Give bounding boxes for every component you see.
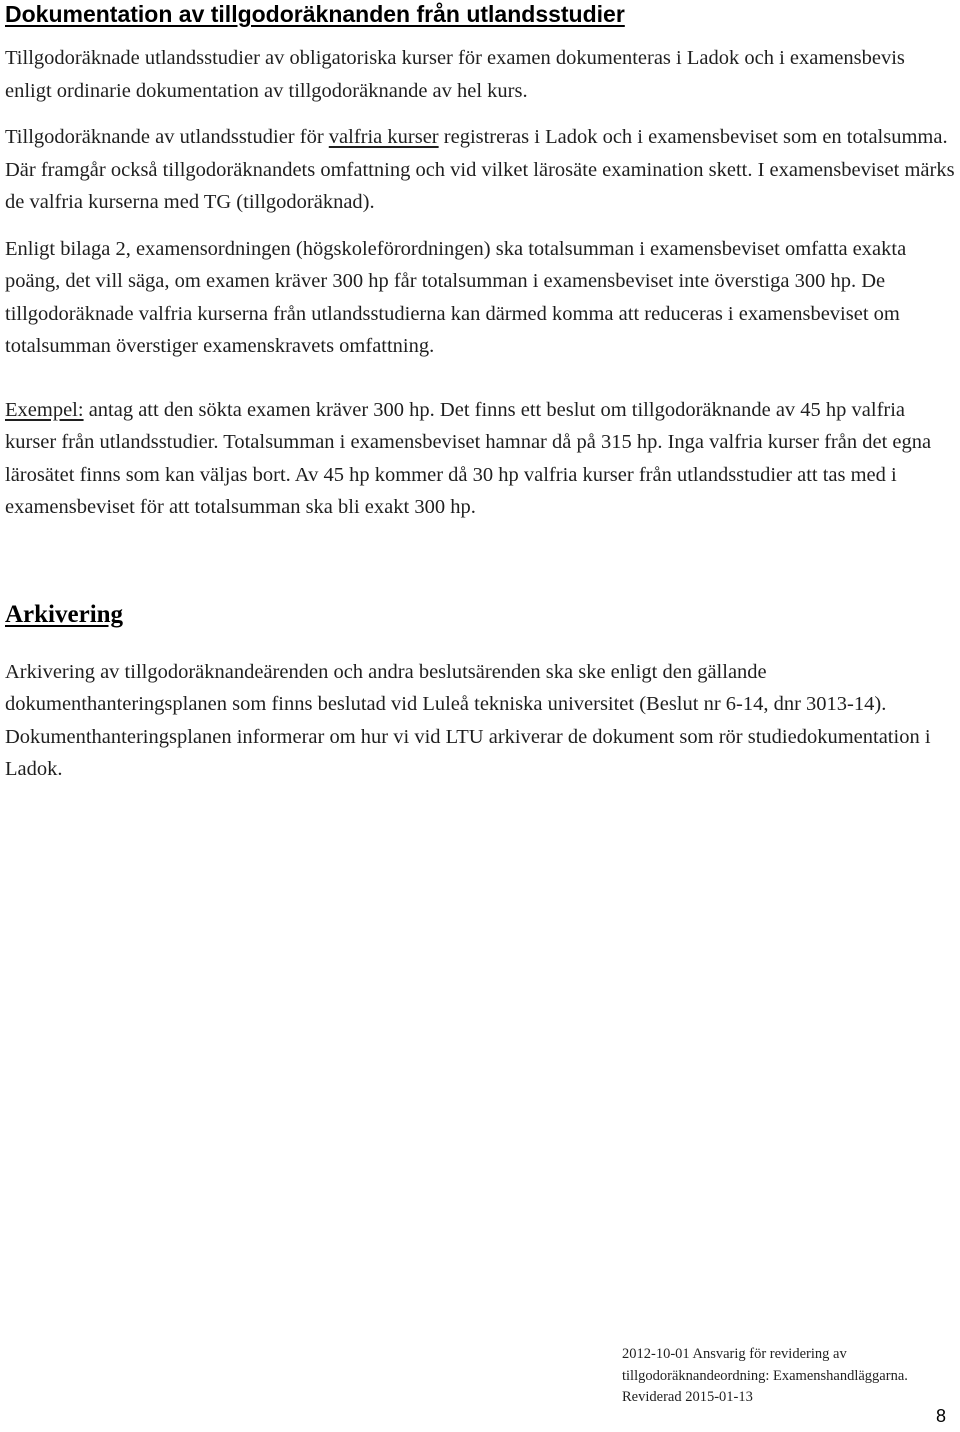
paragraph-text: registreras i Ladok och i examensbeviset som en totalsumma. Där framgår också tillgodoräknandets omfattning och vid vilket lärosäte examination skett. I examensbeviset märks de valfria kurserna med TG (tillgodoräknad).	[5, 126, 955, 213]
paragraph-text: antag att den sökta examen kräver 300 hp. Det finns ett beslut om tillgodoräknande av 45 hp valfria kurser från utlandsstudier. Totalsumman i examensbeviset hamnar då på 315 hp. Inga valfria kurser från det egna lärosätet finns som kan väljas bort. Av 45 hp kommer då 30 hp valfria kurser från utlandsstudier att tas med i examensbeviset för att totalsumman ska bli exakt 300 hp.	[5, 398, 932, 518]
paragraph-valfria-kurser	[5, 121, 955, 219]
revision-line: Reviderad 2015-01-13	[622, 1389, 753, 1405]
paragraph-bilaga-2: Enligt bilaga 2, examensordningen (högskoleförordningen) ska totalsumman i examensbeviset omfatta exakta poäng, det vill säga, om examen kräver 300 hp får totalsumman i examensbeviset inte överstiga 300 hp. De tillgodoräknade valfria kurserna från utlandsstudierna kan därmed komma att reduceras i examensbeviset om totalsumman överstiger examenskravets omfattning.	[5, 237, 907, 357]
example-label: Exempel:	[5, 398, 84, 421]
section-heading-arkivering: Arkivering	[5, 600, 124, 628]
revision-line: 2012-10-01 Ansvarig för revidering av	[622, 1346, 847, 1362]
document-page	[5, 0, 955, 786]
paragraph-text: Tillgodoräknande av utlandsstudier för	[5, 126, 329, 148]
paragraph-exempel	[5, 394, 955, 524]
revision-line: tillgodoräknandeordning: Examenshandläggarna.	[622, 1367, 908, 1384]
underlined-term: valfria kurser	[328, 126, 439, 148]
revision-note	[622, 1344, 952, 1409]
section-heading-dokumentation: Dokumentation av tillgodoräknanden från utlandsstudier	[5, 1, 625, 27]
paragraph-obligatoriska-kurser: Tillgodoräknade utlandsstudier av obligatoriska kurser för examen dokumenteras i Ladok och i examensbevis enligt ordinarie dokumentation av tillgodoräknande av hel kurs.	[5, 47, 905, 102]
paragraph-arkivering: Arkivering av tillgodoräknandeärenden och andra beslutsärenden ska ske enligt den gällande dokumenthanteringsplanen som finns beslutad vid Luleå tekniska universitet (Beslut nr 6-14, dnr 3013-14). Dokumenthanteringsplanen informerar om hur vi vid LTU arkiverar de dokument som rör studiedokumentation i Ladok.	[5, 660, 931, 780]
page-number: 8	[935, 1406, 946, 1426]
